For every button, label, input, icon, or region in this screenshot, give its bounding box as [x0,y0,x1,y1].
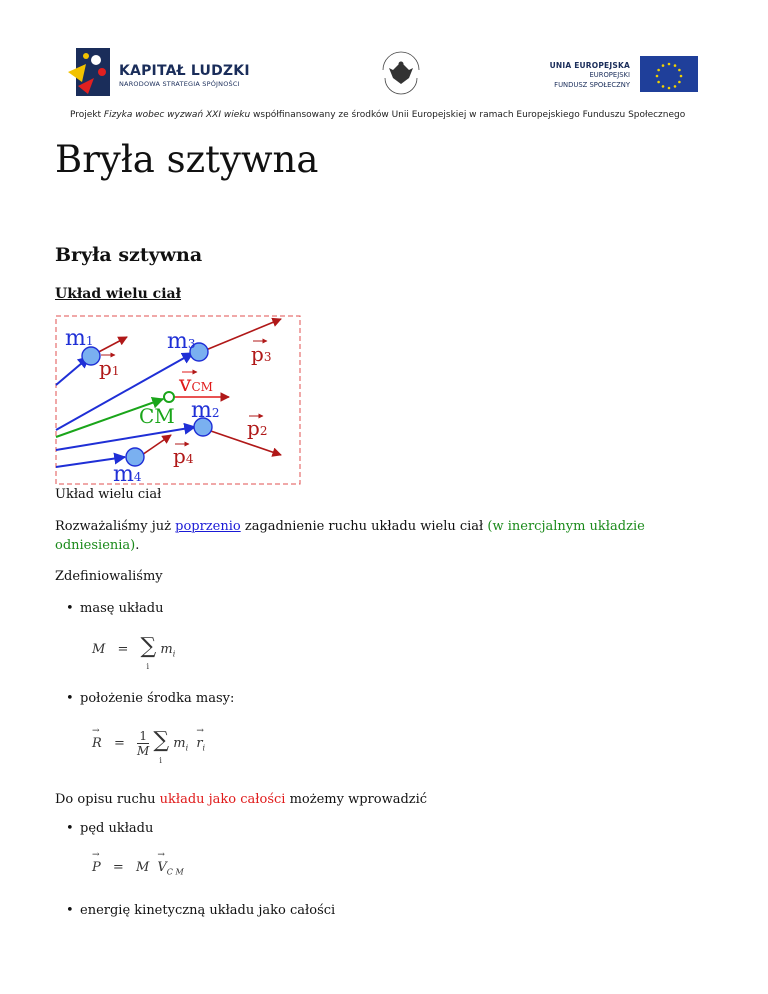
momentum-p3 [201,319,281,352]
label-p1-sub: 1 [111,364,120,378]
label-vcm-sub: CM [191,380,213,394]
intro-green-text: (w inercjalnym układzie odniesienia) [55,519,645,553]
formula2-eq: = [113,736,125,751]
intro-paragraph [55,517,695,555]
label-p2-sub: 2 [259,424,268,438]
formula2-term: m [173,736,186,751]
svg-text:m2 [191,398,220,423]
label-p3: p [251,342,264,366]
formula2-term-sub: i [185,743,189,753]
label-m3-sub: 3 [187,337,196,351]
center-of-mass [164,392,174,402]
formula2-lhs: → R [92,736,102,751]
eu-flag-icon [640,56,698,92]
formula1-sum-index: i [146,662,150,671]
svg-text:p4 [173,444,194,468]
ue-line-1: EUROPEJSKI [589,71,630,79]
label-p2: p [247,416,260,440]
header-logos [0,0,768,130]
formula2-vec-sub: i [202,743,206,753]
label-m4-sub: 4 [133,470,142,484]
label-m1: m [65,326,86,351]
project-prefix: Projekt [70,110,104,120]
svg-text:p2 [247,416,267,440]
label-p4-sub: 4 [185,452,194,466]
label-p3-sub: 3 [263,350,272,364]
section-title: Bryła sztywna [55,244,203,266]
ue-text [550,61,630,90]
formula3-eq: = [112,860,124,875]
label-m4: m [113,462,134,487]
formula3-mass: M [135,860,150,875]
svg-text:p1 [99,356,119,380]
subsection-title: Układ wielu ciał [55,286,181,302]
link-poprzenio[interactable]: poprzenio [175,519,241,534]
formula3-lhs: → P [92,860,101,875]
para2-before: Do opisu ruchu [55,792,160,807]
sum-symbol-1: ∑ [140,634,157,659]
figure-caption: Układ wielu ciał [55,487,162,502]
intro-text-2: zagadnienie ruchu układu wielu ciał [240,519,488,534]
label-m3: m [167,329,188,354]
formula2-num: 1 [137,729,149,744]
bullet-center-of-mass: • położenie środka masy: [80,691,234,706]
university-seal-logo [379,48,423,98]
formula2-vec: → r [196,736,202,751]
project-suffix: współfinansowany ze środków Unii Europejskiej w ramach Europejskiego Funduszu Społecznego [250,110,686,120]
kl-subtitle: NARODOWA STRATEGIA SPÓJNOŚCI [119,80,240,88]
page-title: Bryła sztywna [55,138,319,181]
formula1-term-sub: i [172,649,176,659]
formula3-vec: → V [157,860,166,875]
formula1-eq: = [117,642,129,657]
label-m1-sub: 1 [85,334,94,348]
intro-text-1: Rozważaliśmy już [55,519,176,534]
momentum-p2 [205,429,281,455]
svg-text:p3 [251,342,271,366]
formula1-term: m [160,642,173,657]
formula2-fraction [137,729,149,758]
many-bodies-figure [55,315,303,487]
formula1-lhs: M [92,642,106,657]
bullet-kinetic-energy: • energię kinetyczną układu jako całości [80,903,335,918]
formula3-vec-sub: C M [166,867,184,877]
formula-total-mass [92,634,176,671]
project-line [70,110,685,120]
intro-end: . [135,538,140,553]
sum-symbol-2: ∑ [153,728,170,753]
svg-text:m3 [167,329,196,354]
formula2-den: M [136,744,150,758]
formula2-sum-index: i [159,756,162,765]
label-m2-sub: 2 [211,406,220,420]
label-cm: CM [139,404,175,428]
defined-paragraph: Zdefiniowaliśmy [55,569,163,584]
para2-red-text: układu jako całości [159,792,286,807]
bullet-mass: • masę układu [80,601,163,616]
label-p1: p [99,356,112,380]
ue-title: UNIA EUROPEJSKA [549,61,630,70]
label-p4: p [173,444,186,468]
label-m2: m [191,398,212,423]
ue-line-2: FUNDUSZ SPOŁECZNY [554,81,630,89]
formula-center-of-mass [92,728,206,765]
project-name: Fizyka wobec wyzwań XXI wieku [103,110,251,120]
bullet-momentum: • pęd układu [80,821,153,836]
label-vcm: v [179,372,192,397]
para2-after: możemy wprowadzić [285,792,428,807]
kl-title: KAPITAŁ LUDZKI [119,63,250,79]
para-whole-system [55,790,695,809]
svg-text:vCM [178,372,213,397]
svg-text:m1 [65,326,94,351]
formula-momentum [92,860,184,877]
